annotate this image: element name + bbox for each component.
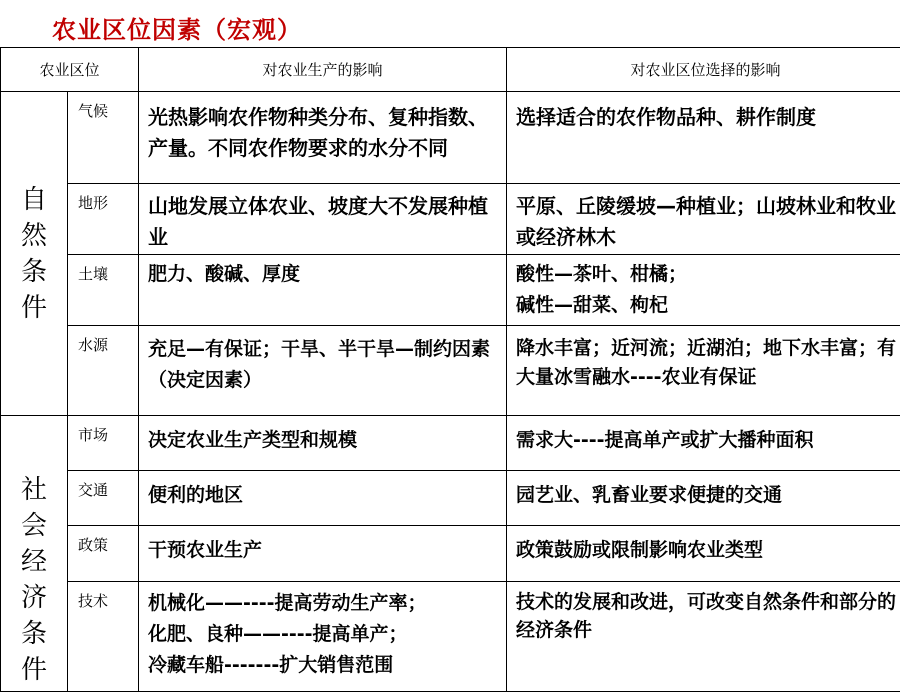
- header-row: [1, 48, 900, 92]
- location-cell: 降水丰富；近河流；近湖泊；地下水丰富；有大量冰雪融水----农业有保证: [507, 326, 900, 416]
- table-row: [1, 326, 900, 416]
- page-title: 农业区位因素（宏观）: [52, 10, 302, 45]
- factor-cell: 土壤: [68, 255, 139, 326]
- header-production-impact: 对农业生产的影响: [139, 48, 507, 92]
- location-cell: 技术的发展和改进，可改变自然条件和部分的经济条件: [507, 582, 900, 692]
- factor-cell: 市场: [68, 416, 139, 471]
- production-cell: 充足—有保证；干旱、半干旱—制约因素（决定因素）: [139, 326, 507, 416]
- table-row: [1, 416, 900, 471]
- category-social-economic: 社 会 经 济 条 件: [1, 416, 68, 692]
- category-natural: 自 然 条 件: [1, 92, 68, 416]
- production-cell: 光热影响农作物种类分布、复种指数、产量。不同农作物要求的水分不同: [139, 92, 507, 184]
- production-cell: 机械化——----提高劳动生产率； 化肥、良种——----提高单产； 冷藏车船-------扩大销售范围: [139, 582, 507, 692]
- table-row: [1, 526, 900, 582]
- production-cell: 干预农业生产: [139, 526, 507, 582]
- table-row: [1, 92, 900, 184]
- factor-cell: 政策: [68, 526, 139, 582]
- location-cell: 平原、丘陵缓坡—种植业；山坡林业和牧业或经济林木: [507, 184, 900, 255]
- factor-cell: 水源: [68, 326, 139, 416]
- table-row: [1, 184, 900, 255]
- production-cell: 决定农业生产类型和规模: [139, 416, 507, 471]
- table-row: [1, 255, 900, 326]
- header-location-factor: 农业区位: [1, 48, 139, 92]
- production-cell: 山地发展立体农业、坡度大不发展种植业: [139, 184, 507, 255]
- factor-cell: 技术: [68, 582, 139, 692]
- table-row: [1, 582, 900, 692]
- location-cell: 酸性—茶叶、柑橘； 碱性—甜菜、枸杞: [507, 255, 900, 326]
- location-cell: 园艺业、乳畜业要求便捷的交通: [507, 471, 900, 526]
- production-cell: 便利的地区: [139, 471, 507, 526]
- header-location-choice-impact: 对农业区位选择的影响: [507, 48, 900, 92]
- agri-location-table: [0, 47, 900, 692]
- factor-cell: 地形: [68, 184, 139, 255]
- location-cell: 政策鼓励或限制影响农业类型: [507, 526, 900, 582]
- location-cell: 需求大----提高单产或扩大播种面积: [507, 416, 900, 471]
- factor-cell: 气候: [68, 92, 139, 184]
- location-cell: 选择适合的农作物品种、耕作制度: [507, 92, 900, 184]
- table-row: [1, 471, 900, 526]
- factor-cell: 交通: [68, 471, 139, 526]
- production-cell: 肥力、酸碱、厚度: [139, 255, 507, 326]
